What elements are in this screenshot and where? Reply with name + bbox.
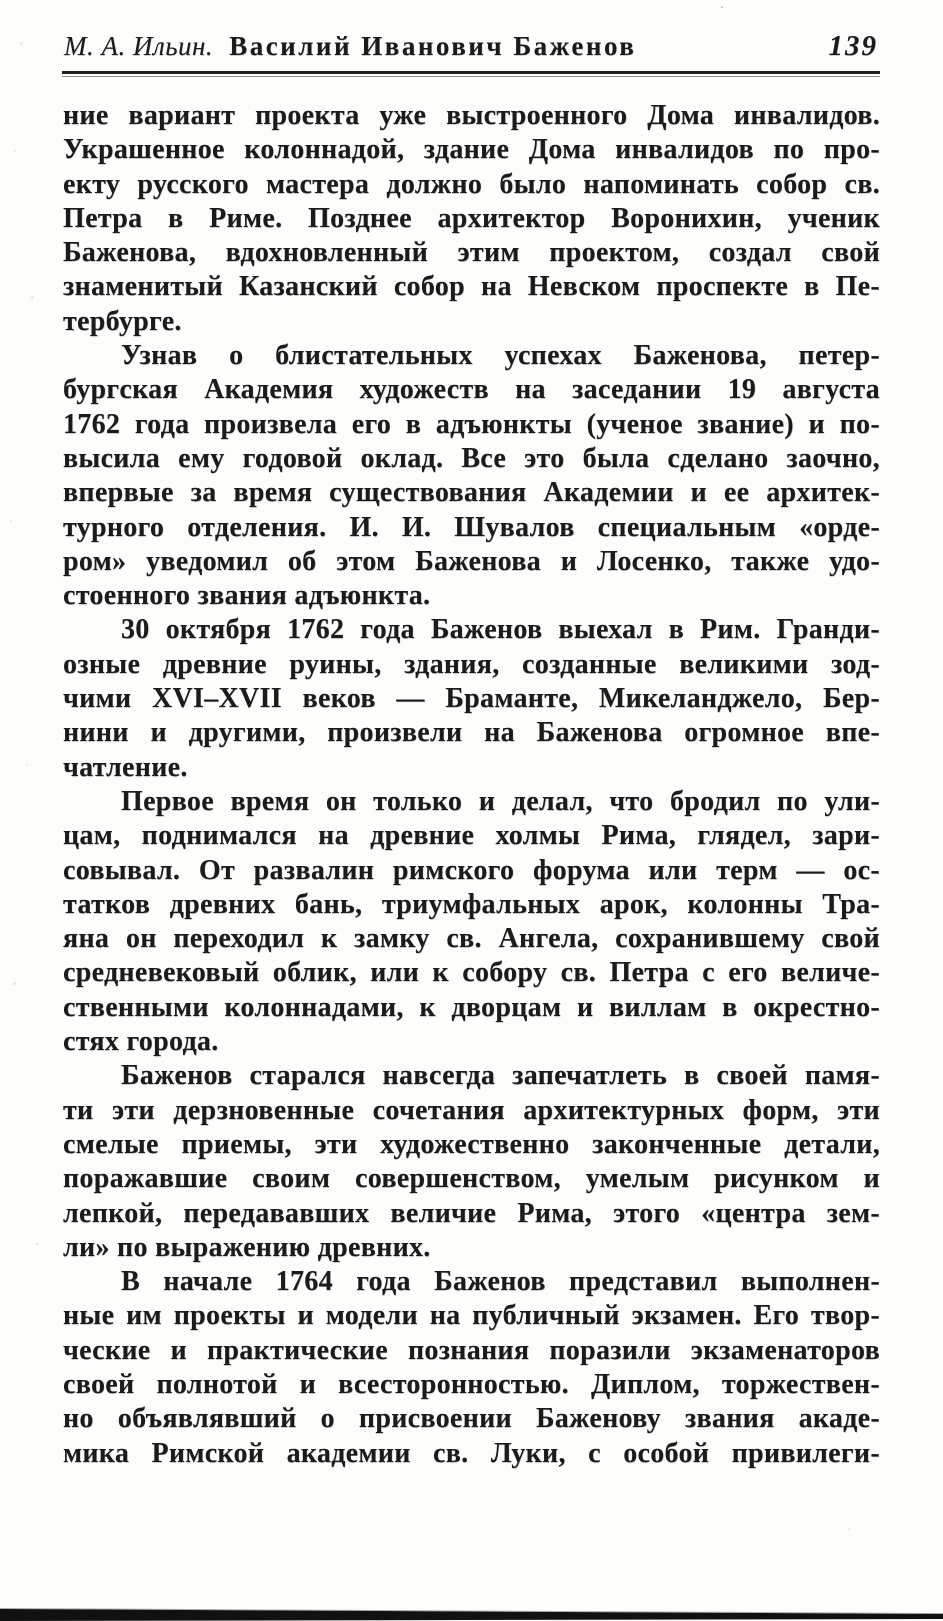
text-line: яна он переходил к замку св. Ангела, сохранившему свой [63, 923, 880, 955]
text-line: знаменитый Казанский собор на Невском проспекте в Пе- [63, 271, 880, 303]
running-head-left [64, 31, 636, 62]
text-line: чатление. [63, 751, 188, 783]
text-line: ственными колоннадами, к дворцам и виллам в окрестно- [63, 991, 880, 1023]
scan-edge-bar [0, 1607, 943, 1621]
header-rule [62, 71, 880, 77]
author-name: М. А. Ильин. [64, 31, 214, 61]
text-line: ние вариант проекта уже выстроенного Дома инвалидов. [63, 100, 880, 131]
text-line: мика Римской академии св. Луки, с особой привилеги- [63, 1437, 880, 1469]
text-line: Баженова, вдохновленный этим проектом, создал свой [63, 237, 880, 269]
text-line: В начале 1764 года Баженов представил выполнен- [121, 1266, 880, 1298]
text-line: стоенного звания адъюнкта. [63, 580, 431, 612]
text-line: чими XVI–XVII веков — Браманте, Микеланджело, Бер- [63, 683, 880, 715]
text-line: поражавшие своим совершенством, умелым рисунком и [63, 1163, 880, 1195]
text-line: совывал. От развалин римского форума или терм — ос- [63, 854, 880, 886]
text-line: Узнав о блистательных успехах Баженова, петер- [121, 340, 880, 372]
body-text [63, 99, 880, 1471]
scan-speckle [26, 764, 28, 766]
page-number: 139 [828, 30, 878, 62]
text-line: но объявлявший о присвоении Баженову звания акаде- [63, 1403, 880, 1435]
text-line: высила ему годовой оклад. Все это была сделано заочно, [63, 442, 880, 474]
text-line: татков древних бань, триумфальных арок, колонны Тра- [63, 888, 880, 920]
header-rule-thick [62, 71, 880, 74]
scan-speckle [848, 1528, 850, 1530]
text-line: ром» уведомил об этом Баженова и Лосенко, также удо- [63, 545, 880, 577]
text-line: 30 октября 1762 года Баженов выехал в Рим. Гранди- [121, 614, 880, 646]
text-line: средневековый облик, или к собору св. Петра с его величе- [63, 957, 880, 989]
running-head [64, 30, 878, 63]
scan-speckle [36, 1243, 38, 1245]
text-line: ные им проекты и модели на публичный экзамен. Его твор- [63, 1300, 880, 1332]
scan-speckle [721, 6, 723, 8]
text-line: ти эти дерзновенные сочетания архитектурных форм, эти [63, 1094, 880, 1126]
text-line: Петра в Риме. Позднее архитектор Воронихин, ученик [63, 202, 880, 234]
text-line: екту русского мастера должно было напоминать собор св. [63, 168, 880, 200]
text-line: лепкой, передававших величие Рима, этого «центра зем- [63, 1197, 880, 1229]
text-line: турного отделения. И. И. Шувалов специальным «орде- [63, 511, 880, 543]
text-line: 1762 года произвела его в адъюнкты (ученое звание) и по- [63, 408, 880, 440]
scan-speckle [852, 1462, 854, 1464]
scan-speckle [20, 42, 23, 45]
text-line: озные древние руины, здания, созданные великими зод- [63, 648, 880, 680]
text-line: нини и другими, произвели на Баженова огромное впе- [63, 717, 880, 749]
scan-speckle [14, 150, 16, 152]
text-line: тербурге. [63, 305, 182, 337]
text-line: впервые за время существования Академии и ее архитек- [63, 477, 880, 509]
text-line: Первое время он только и делал, что бродил по ули- [121, 785, 880, 817]
text-line: цам, поднимался на древние холмы Рима, глядел, зари- [63, 820, 880, 852]
book-title: Василий Иванович Баженов [229, 31, 637, 61]
text-line: ли» по выражению древних. [63, 1231, 431, 1263]
scan-speckle [10, 520, 12, 522]
text-line: ческие и практические познания поразили экзаменаторов [63, 1334, 880, 1366]
text-line: стях города. [63, 1026, 219, 1058]
text-line: смелые приемы, эти художественно законченные детали, [63, 1128, 880, 1160]
text-line: бургская Академия художеств на заседании 19 августа [63, 374, 880, 406]
text-line: Украшенное колоннадой, здание Дома инвалидов по про- [63, 134, 880, 166]
scan-speckle [31, 296, 34, 299]
text-line: своей полнотой и всесторонностью. Диплом, торжествен- [63, 1368, 880, 1400]
scan-speckle [13, 982, 16, 985]
header-rule-thin [62, 76, 880, 77]
text-line: Баженов старался навсегда запечатлеть в своей памя- [121, 1060, 880, 1092]
